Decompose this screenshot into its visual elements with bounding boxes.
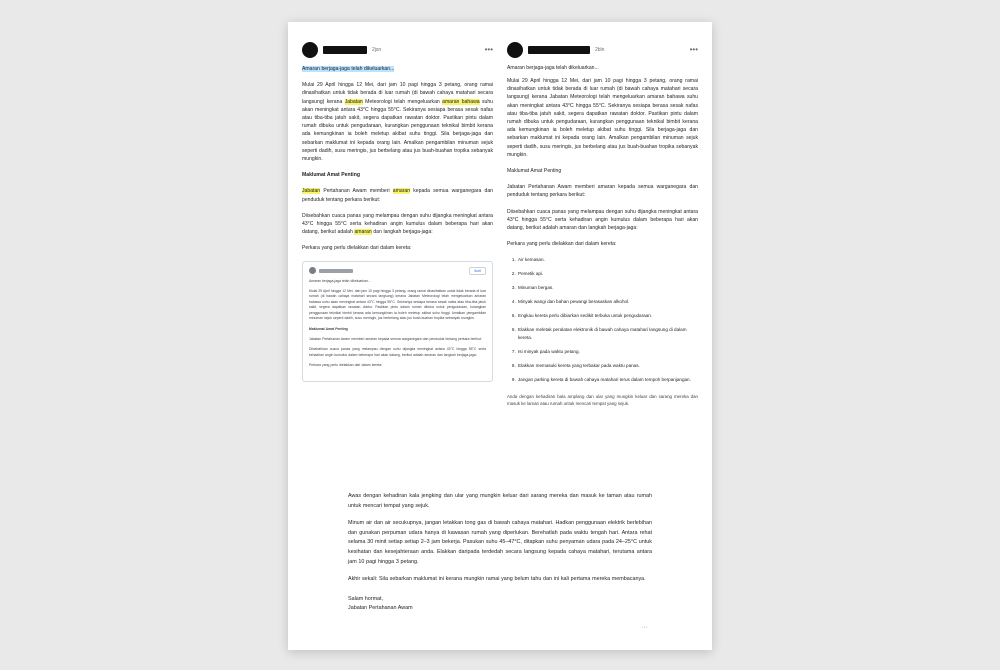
signoff [348,595,652,614]
post-paragraph-2: Jabatan Pertahanan Awam memberi amaran kepada semua warganegara dan penduduk tentang perkara berikut: [302,188,493,203]
list-item: 7. Isi minyak pada waktu petang. [517,348,698,356]
document-page [288,22,712,650]
embedded-card-header [309,267,486,275]
list-item: 4. Minyak wangi dan bahan pewangi berasaskan alkohol. [517,298,698,306]
ellipsis-icon[interactable]: ••• [689,45,698,54]
embedded-paragraph-1: Mulai 29 April hingga 12 Mei, dari jam 10 pagi hingga 3 petang, orang ramai dinasihatkan untuk tidak berada di luar rumah (di bawah cahaya matahari secara langsung) kerana Jabatan Meteorologi telah mengeluarkan amaran bahawa suhu akan meningkat antara 43°C hingga 55°C. Sekiranya sesiapa berasa sesak nafas atau tiba-tiba jatuh sakit, segera dapatkan rawatan doktor. Pastikan pintu dalam rumah dibuka untuk pengudaraan, kurangkan penggunaan teknikal bimbit kerana ada kemungkinan ia boleh meletup akibat suhu tinggi. Amalkan pengambilan minuman sejuk seperti dadih, susu meringis, jus berbelang atau jus buah-buahan tropika sebanyak mungkin. [309,289,486,321]
post-headline-left [302,65,493,73]
embedded-subheading-1: Maklumat Amat Penting [309,326,348,331]
signoff-line-2: Jabatan Pertahanan Awam [348,605,413,612]
redacted-author-name [319,269,353,273]
bottom-paragraph-1: Awas dengan kehadiran kala jengking dan ular yang mungkin keluar dari sarang mereka dan masuk ke taman atau rumah untuk mencari tempat yang sejuk. [348,493,652,509]
right-column [507,42,698,411]
post-timestamp: 2bln [595,47,605,53]
embedded-post-card[interactable] [302,261,493,382]
right-paragraph-2: Jabatan Pertahanan Awam memberi amaran kepada semua warganegara dan penduduk tentang perkara berikut: [507,184,698,199]
post-paragraph-3: Diisebahkan cuaca panas yang melampau dengan suhu dijangka meningkat antara 43°C hingga 55°C serta kehadiran angin kumulus dalam beberapa hari akan datang, berikut adalah amaran dan langkah berjaga-jaga: [302,212,493,236]
avatar [309,267,316,274]
post-paragraph-1: Mulai 29 April hingga 12 Mei, dari jam 10 pagi hingga 3 petang, orang ramai dinasihatkan untuk tidak berada di luar rumah (di bawah cahaya matahari secara langsung) kerana Jabatan Meteorologi telah mengeluarkan amaran bahawa suhu akan meningkat antara 43°C hingga 55°C. Sekiranya sesiapa berasa sesak nafas atau tiba-tiba jatuh sakit, segera dapatkan rawatan doktor. Pastikan pintu dalam rumah dibuka untuk pengudaraan, kurangkan penggunaan teknikal bimbit kerana ada kemungkinan ia boleh meletup akibat suhu tinggi. Sila berjaga-jaga dan sebarkan maklumat ini kepada orang lain. Amalkan pengambilan minuman sejuk seperti dadih, susu meringis, jus berbelang atau jus buah-buahan tropika sebanyak mungkin. [302,82,493,163]
footer-ellipsis-icon[interactable]: ··· [641,623,648,631]
precaution-list [507,256,698,384]
embedded-headline: Amaran berjaga-jaga telah dikeluarkan... [309,278,371,283]
list-item: 8. Elakkan memasuki kereta yang terbakar pada waktu panas. [517,362,698,370]
post-paragraph-4: Perkara yang perlu dielakkan dari dalam kereta: [302,245,412,252]
two-column-area [288,22,712,411]
ellipsis-icon[interactable]: ••• [484,45,493,54]
embedded-paragraph-4: Perkara yang perlu dielakkan dari dalam kereta: [309,363,383,368]
follow-button[interactable]: Ikuti [469,267,486,275]
right-paragraph-4: Perkara yang perlu dielakkan dari dalam kereta: [507,241,617,248]
right-note: Anda dengan kehadiran bala amplang dan ular yang mungkin keluar dan sarang mereka dan masuk ke laman atau rumah untuk mencari tempat yang sejuk. [507,393,698,406]
left-column [302,42,493,411]
list-item: 2. Pemetik api. [517,270,698,278]
bottom-paragraph-3: Akhir sekali: Sila sebarkan maklumat ini kerana mungkin ramai yang belum tahu dan ini kali pertama mereka membacanya. [348,576,646,583]
right-paragraph-3: Diisebahkan cuaca panas yang melampau dengan suhu dijangka meningkat antara 43°C hingga 55°C serta kehadiran angin kumulus dalam beberapa hari akan datang, berikut adalah amaran dan langkah berjaga-jaga: [507,208,698,232]
headline-text: Amaran berjaga-jaga telah dikeluarkan... [302,66,395,72]
signoff-line-1: Salam hormat, [348,595,384,602]
bottom-paragraph-2: Minum air dan air secukupnya, jangan letakkan tong gas di bawah cahaya matahari. Hadkan penggunaan elektrik berlebihan dan gunakan perpuman udara hanya di kawasan rumah yang diperlukan. Berehatlah pada waktu tengah hari. Antara rehat selama 30 minit setiap setiap 2–3 jam bekerja. Pasukan suhu 45–47°C, ditapkan suhu penyaman udara pada 24–25°C untuk kesihatan dan kesejahteraan anda. Elakkan daripada terdedah secara langsung kepada cahaya matahari, terutama antara jam 10 pagi hingga 3 petang. [348,520,652,565]
avatar [302,42,318,58]
post-header-right [507,42,698,58]
embedded-paragraph-3: Diisebahkan cuaca panas yang melampau dengan suhu dijangka meningkat antara 43°C hingga 55°C serta kehadiran angin kumulus dalam beberapa hari akan datang, berikut adalah amaran dan langkah berjaga-jaga: [309,347,486,357]
list-item: 3. Minuman bergas. [517,284,698,292]
redacted-author-name [528,46,590,54]
redacted-author-name [323,46,367,54]
right-paragraph-1: Mulai 29 April hingga 12 Mei, dari jam 10 pagi hingga 3 petang, orang ramai dinasihatkan untuk tidak berada di luar rumah (di bawah cahaya matahari secara langsung) kerana Jabatan Meteorologi telah mengeluarkan amaran bahawa suhu akan meningkat antara 43°C hingga 55°C. Sekiranya sesiapa berasa sesak nafas atau tiba-tiba jatuh sakit, segera dapatkan rawatan doktor. Pastikan pintu dalam rumah dibuka untuk pengudaraan, kurangkan penggunaan teknikal bimbit kerana ada kemungkinan ia boleh meletup akibat suhu tinggi. Sila berjaga-jaga dan sebarkan maklumat ini kepada orang lain. Amalkan pengambilan minuman sejuk seperti dadih, susu meringis, jus berbelang atau jus buah-buahan tropika sebanyak mungkin. [507,78,698,158]
list-item: 6. Elakkan meletak peralatan elektronik di bawah cahaya matahari langsung di dalam kereta. [517,326,698,343]
bottom-section [288,492,712,631]
list-item: 1. Air kemasan. [517,256,698,264]
post-headline-right: Amaran berjaga-jaga telah dikeluarkan... [507,65,599,71]
post-header-left [302,42,493,58]
post-subheading-1: Maklumat Amat Penting [302,172,360,179]
post-timestamp: 2jsn [372,47,382,53]
list-item: 5. Engkau kereta perlu dibiarkan sedikit terbuka untuk pengudaraan. [517,312,698,320]
list-item: 9. Jangan parking kereta di bawah cahaya matahari terus dalam tempoh berpanjangan. [517,376,698,384]
right-subheading-1: Maklumat Amat Penting [507,168,562,175]
avatar [507,42,523,58]
embedded-paragraph-2: Jabatan Pertahanan Awam memberi amaran kepada semua warganegara dan penduduk tentang perkara berikut: [309,336,482,341]
